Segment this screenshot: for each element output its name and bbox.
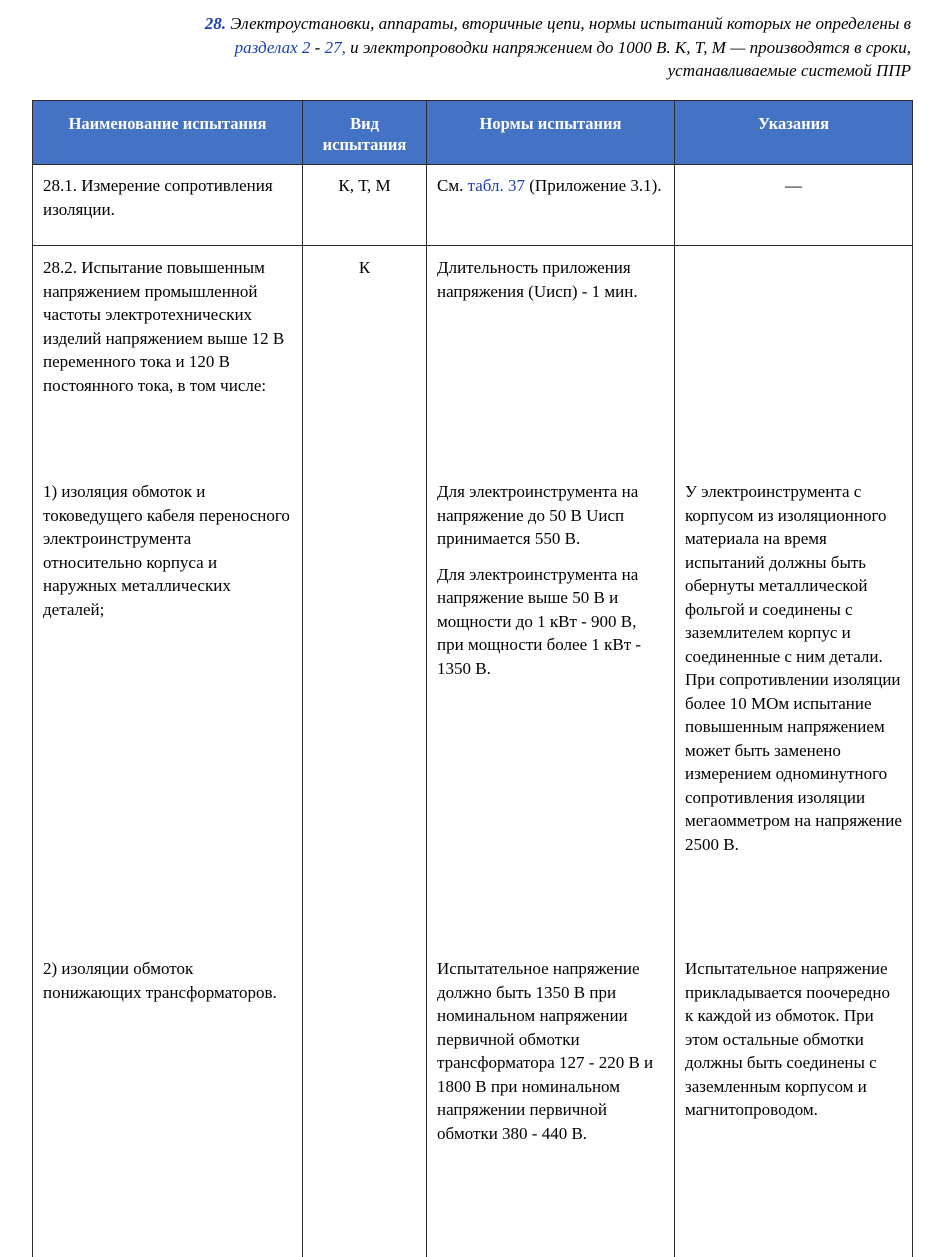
cell-name: 28.1. Измерение сопротивления изоляции. [33,165,303,246]
header-test-name: Наименование испытания [33,101,303,165]
section-number: 28. [204,14,227,33]
heading-dash: - [310,37,325,57]
cell-norm: Длительность приложения напряжения (Uисп) - 1 мин. [427,246,675,470]
cell-norm [427,469,675,945]
cell-notes: У электроинструмента с корпусом из изоляционного материала на время испытаний должны быть обернуты металлической фольгой и соединены с заземлителем корпус и соединенные с ним детали. При сопротивлении изоляции более 10 МОм испытание повышенным напряжением может быть заменено измерением одноминутного сопротивления изоляции мегаомметром на напряжение 2500 В. [675,469,913,945]
header-test-norms: Нормы испытания [427,101,675,165]
cell-norm: Испытательное напряжение должно быть 1350 В при номинальном напряжении первичной обмотки трансформатора 127 - 220 В и 1800 В при номинальном напряжении первичной обмотки 380 - 440 В. [427,945,675,1257]
heading-text-1: Электроустановки, аппараты, вторичные цепи, нормы испытаний которых не определены в [226,14,911,33]
heading-text-2: и электропроводки напряжением до 1000 В. К, Т, М — производятся в сроки, устанавливаемые системой ППР [345,37,911,80]
cell-name: 28.2. Испытание повышенным напряжением промышленной частоты электротехнических изделий напряжением выше 12 В переменного тока и 120 В постоянного тока, в том числе: [33,246,303,470]
table-header-row [33,101,913,165]
section-heading [200,12,911,83]
cell-notes [675,246,913,470]
link-table-37[interactable]: табл. 37 [467,176,526,195]
cell-kind [303,469,427,945]
cell-name: 1) изоляция обмоток и токоведущего кабеля переносного электроинструмента относительно корпуса и наружных металлических деталей; [33,469,303,945]
cell-kind: К [303,246,427,470]
cell-notes: — [675,165,913,246]
cell-norm [427,165,675,246]
table-row [33,945,913,1257]
table-row [33,246,913,470]
cell-kind [303,945,427,1257]
cell-kind: К, Т, М [303,165,427,246]
header-notes: Указания [675,101,913,165]
norm-text-post: (Приложение 3.1). [525,176,662,195]
test-norms-table [32,100,913,1257]
cell-name: 2) изоляции обмоток понижающих трансформаторов. [33,945,303,1257]
link-section-27[interactable]: 27, [324,37,346,57]
norm-paragraph: Для электроинструмента на напряжение выше 50 В и мощности до 1 кВт - 900 В, при мощности более 1 кВт - 1350 В. [437,564,642,678]
norm-paragraph: Для электроинструмента на напряжение до 50 В Uисп принимается 550 В. [437,482,639,548]
norm-text-pre: См. [437,176,468,195]
table-row [33,165,913,246]
cell-notes: Испытательное напряжение прикладывается поочередно к каждой из обмоток. При этом остальные обмотки должны быть соединены с заземленным корпусом и магнитопроводом. [675,945,913,1257]
link-sections[interactable]: разделах 2 [234,37,311,57]
header-test-kind: Вид испытания [303,101,427,165]
table-row [33,469,913,945]
